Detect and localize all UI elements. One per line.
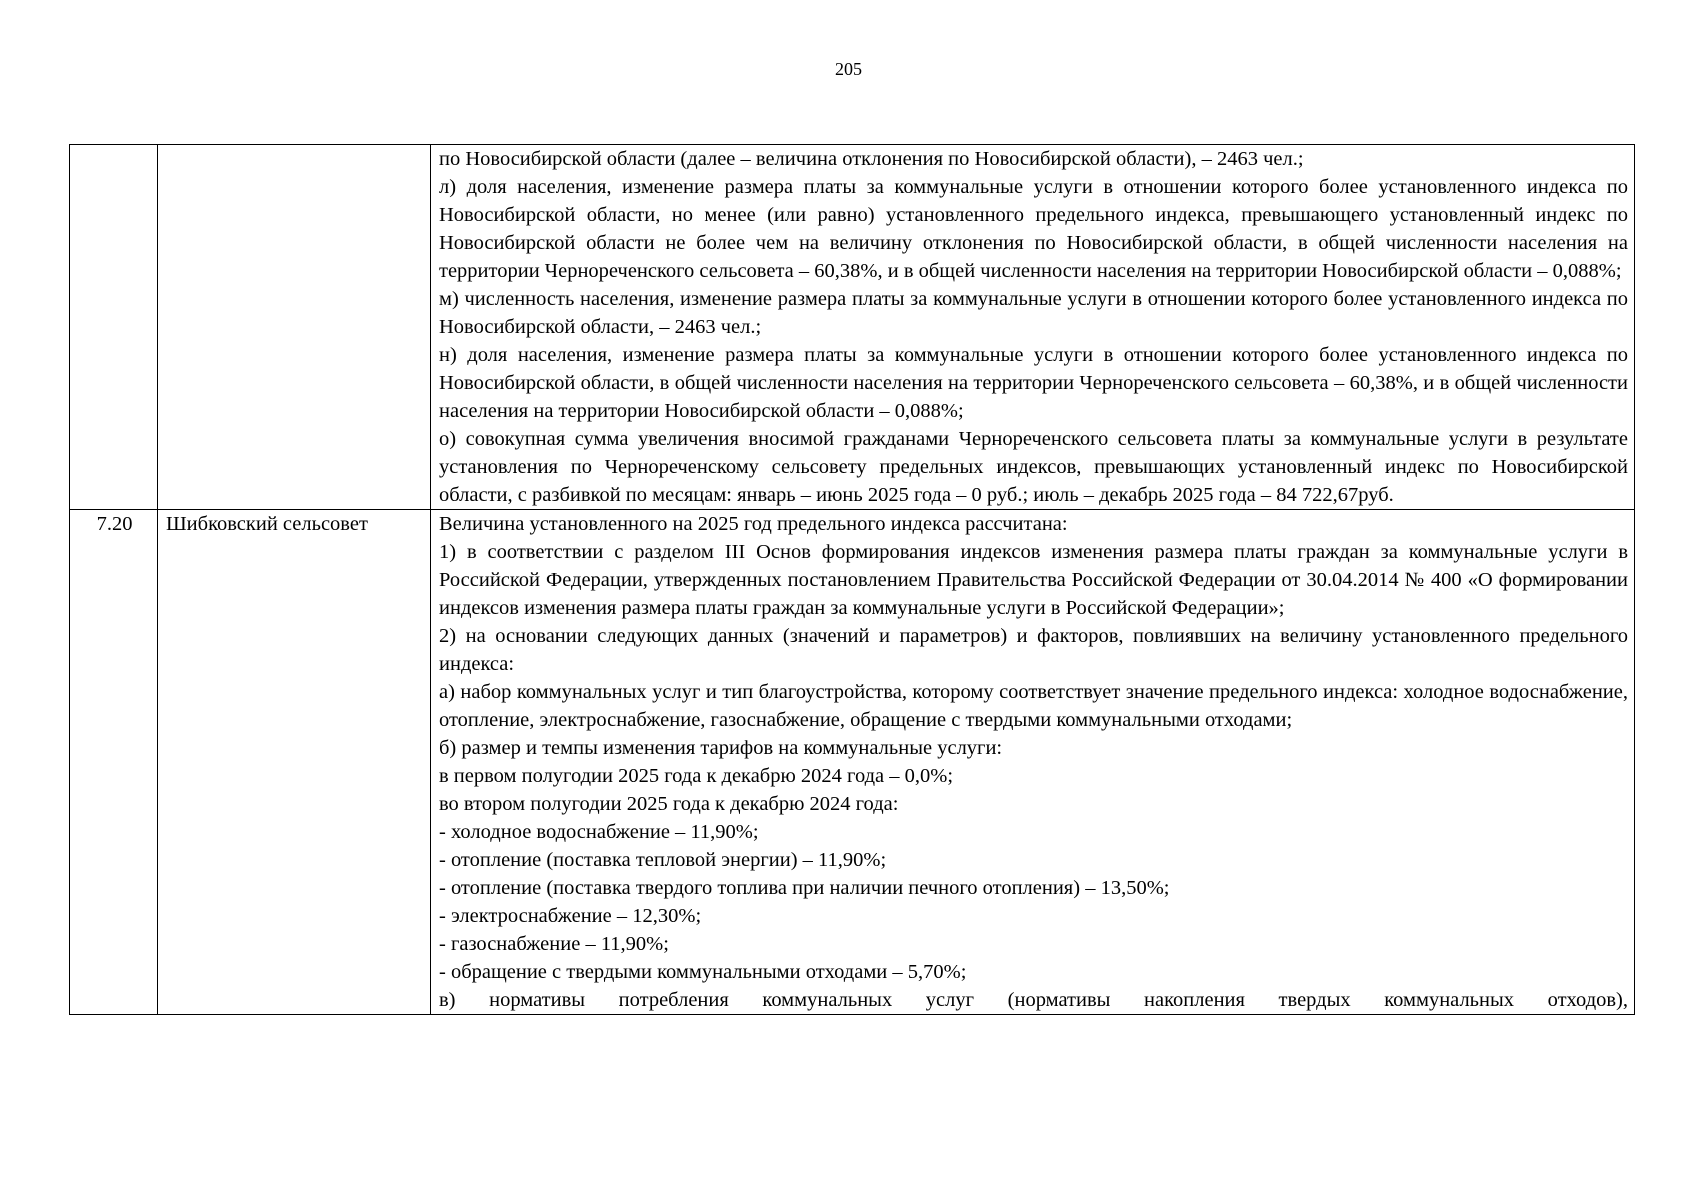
paragraph: по Новосибирской области (далее – величина отклонения по Новосибирской области), – 2463 чел.;: [439, 148, 1304, 170]
paragraph: - газоснабжение – 11,90%;: [439, 933, 669, 955]
paragraph: 1) в соответствии с разделом III Основ формирования индексов изменения размера платы граждан за коммунальные услуги в Российской Федерации, утвержденных постановлением Правительства Российской Федерации от 30.04.2014 № 400 «О формировании индексов изменения размера платы граждан за коммунальные услуги в Российской Федерации»;: [439, 541, 1628, 619]
paragraph: во втором полугодии 2025 года к декабрю 2024 года:: [439, 793, 899, 815]
description-cell: [431, 145, 1635, 510]
paragraph: о) совокупная сумма увеличения вносимой гражданами Чернореченского сельсовета платы за коммунальные услуги в результате установления по Чернореченскому сельсовету предельных индексов, превышающих установленный индекс по Новосибирской области, с разбивкой по месяцам: январь – июнь 2025 года – 0 руб.; июль – декабрь 2025 года – 84 722,67руб.: [439, 428, 1628, 506]
paragraph: в первом полугодии 2025 года к декабрю 2024 года – 0,0%;: [439, 765, 954, 787]
table-row: [70, 145, 1635, 510]
paragraph: н) доля населения, изменение размера платы за коммунальные услуги в отношении которого более установленного индекса по Новосибирской области, в общей численности населения на территории Чернореченского сельсовета – 60,38%, и в общей численности населения на территории Новосибирской области – 0,088%;: [439, 344, 1628, 422]
row-number-cell: 7.20: [70, 510, 158, 1015]
paragraph: - холодное водоснабжение – 11,90%;: [439, 821, 759, 843]
paragraph: л) доля населения, изменение размера платы за коммунальные услуги в отношении которого более установленного индекса по Новосибирской области, но менее (или равно) установленного предельного индекса, превышающего установленный индекс по Новосибирской области не более чем на величину отклонения по Новосибирской области, в общей численности населения на территории Чернореченского сельсовета – 60,38%, и в общей численности населения на территории Новосибирской области – 0,088%;: [439, 176, 1628, 282]
paragraph: в) нормативы потребления коммунальных услуг (нормативы накопления твердых коммунальных отходов),: [439, 989, 1628, 1011]
municipality-name-cell: Шибковский сельсовет: [158, 510, 431, 1015]
page-number: 205: [835, 59, 862, 79]
paragraph: - обращение с твердыми коммунальными отходами – 5,70%;: [439, 961, 967, 983]
paragraph: м) численность населения, изменение размера платы за коммунальные услуги в отношении которого более установленного индекса по Новосибирской области, – 2463 чел.;: [439, 288, 1628, 338]
paragraph: Величина установленного на 2025 год предельного индекса рассчитана:: [439, 513, 1068, 535]
row-number-cell: [70, 145, 158, 510]
description-cell: [431, 510, 1635, 1015]
paragraph: 2) на основании следующих данных (значений и параметров) и факторов, повлиявших на величину установленного предельного индекса:: [439, 625, 1628, 675]
paragraph: - отопление (поставка твердого топлива при наличии печного отопления) – 13,50%;: [439, 877, 1170, 899]
paragraph: б) размер и темпы изменения тарифов на коммунальные услуги:: [439, 737, 1003, 759]
paragraph: - электроснабжение – 12,30%;: [439, 905, 702, 927]
document-table: [69, 144, 1635, 1015]
paragraph: - отопление (поставка тепловой энергии) – 11,90%;: [439, 849, 887, 871]
municipality-name-cell: [158, 145, 431, 510]
table-row: [70, 510, 1635, 1015]
paragraph: а) набор коммунальных услуг и тип благоустройства, которому соответствует значение предельного индекса: холодное водоснабжение, отопление, электроснабжение, газоснабжение, обращение с твердыми коммунальными отходами;: [439, 681, 1628, 731]
